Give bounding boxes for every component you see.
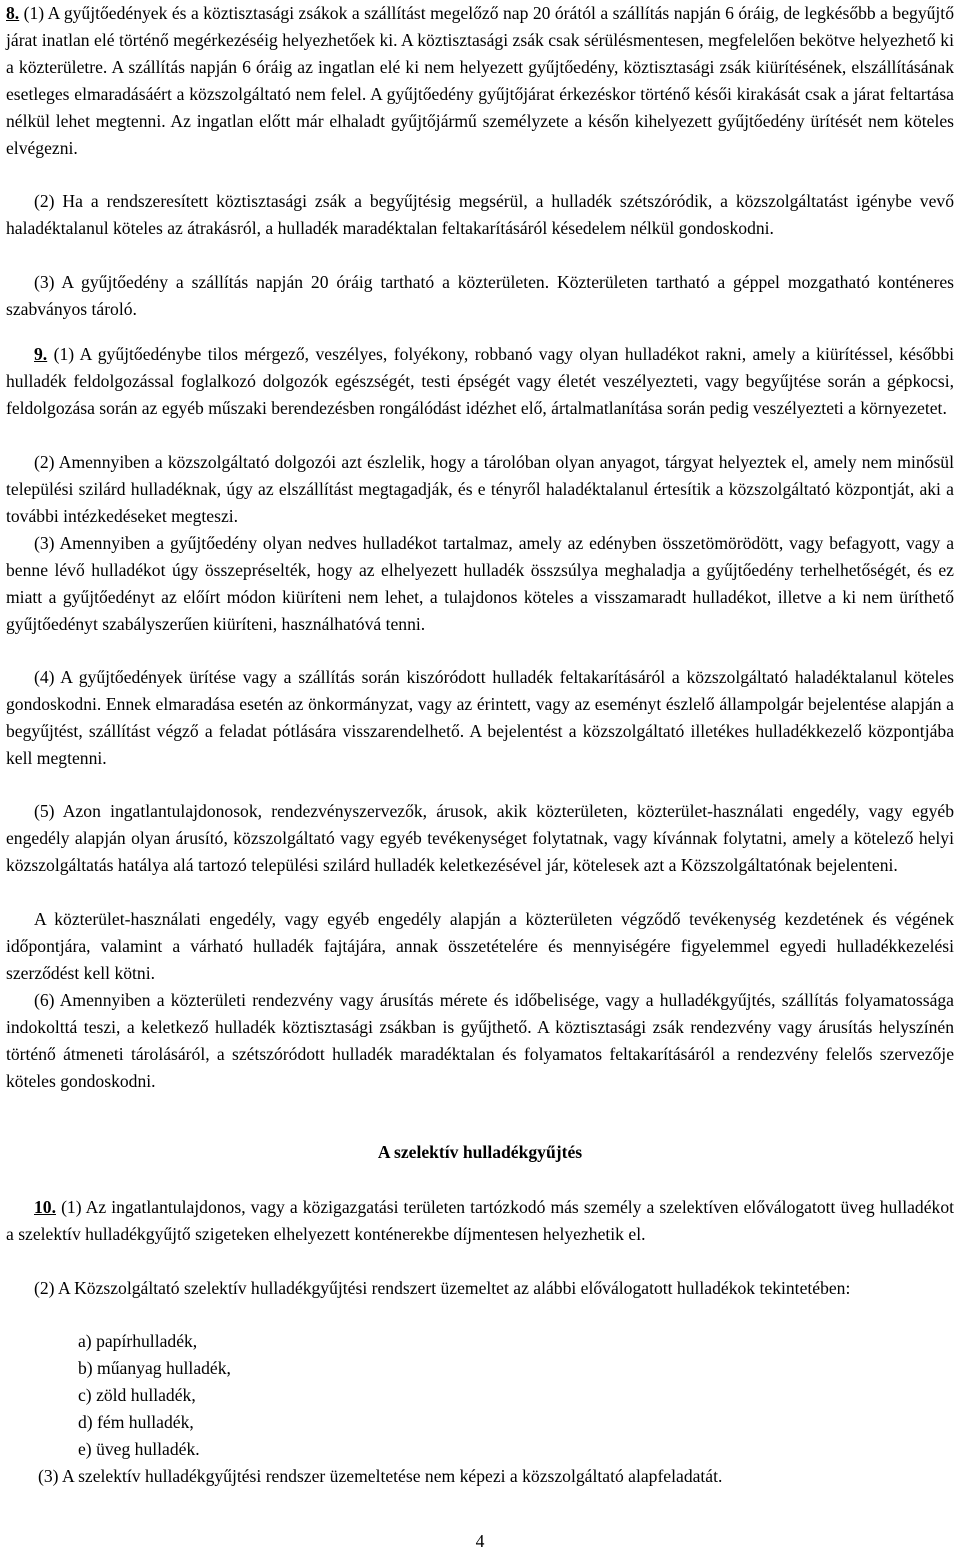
section-10-paragraph-3: (3) A szelektív hulladékgyűjtési rendszer üzemeltetése nem képezi a közszolgáltató alapfeladatát.	[38, 1466, 723, 1486]
section-number: 10.	[34, 1197, 56, 1217]
section-9-paragraph-5: (5) Azon ingatlantulajdonosok, rendezvényszervezők, árusok, akik közterületen, közterület-használati engedély, vagy egyéb engedély alapján olyan árusító, közszolgáltató vagy egyéb tevékenységet folytatnak, vagy kívánnak folytatni, amely a kötelező helyi közszolgáltatás hatálya alá tartozó települési szilárd hulladék keletkezésével jár, kötelesek azt a Közszolgáltatónak bejelenteni.	[6, 801, 954, 875]
section-number: 9.	[34, 344, 48, 364]
list-item: d) fém hulladék,	[78, 1412, 194, 1432]
section-9-paragraph-1: 9. (1) A gyűjtőedénybe tilos mérgező, veszélyes, folyékony, robbanó vagy olyan hulladékot rakni, amely a kiürítéssel, későbbi hulladék feldolgozással foglalkozó dolgozók egészségét, testi épségét vagy életét veszélyezteti, vagy begyűjtése során a gépkocsi, feldolgozása során az egyéb műszaki berendezésben rongálódást idézhet elő, ártalmatlanítása során pedig veszélyezteti a környezetet.	[6, 344, 955, 418]
section-10-paragraph-1: 10. (1) Az ingatlantulajdonos, vagy a közigazgatási területen tartózkodó más személy a szelektíven előválogatott üveg hulladékot a szelektív hulladékgyűjtő szigeteken elhelyezett konténerekbe díjmentesen helyezhetik el.	[6, 1197, 954, 1244]
section-9-paragraph-4: (4) A gyűjtőedények ürítése vagy a szállítás során kiszóródott hulladék feltakarításáról a közszolgáltató haladéktalanul köteles gondoskodni. Ennek elmaradása esetén az önkormányzat, vagy az érintett, vagy az eseményt észlelő állampolgár bejelentése alapján a begyűjtést, szállítást végző a feladat pótlására visszarendelhető. A bejelentést a közszolgáltató illetékes hulladékkezelő központjába kell megtenni.	[6, 667, 954, 768]
page-number: 4	[475, 1531, 485, 1551]
section-9-paragraph-6: (6) Amennyiben a közterületi rendezvény vagy árusítás mérete és időbelisége, vagy a hulladékgyűjtés, szállítás folyamatossága indokolttá teszi, a keletkező hulladék köztisztasági zsákban is gyűjthető. A köztisztasági zsák rendezvény vagy árusítás helyszínén történő átmeneti tárolásáról, a szétszóródott hulladék maradéktalan és folyamatos feltakarításáról a rendezvény felelős szervezője köteles gondoskodni.	[6, 990, 954, 1091]
section-10-paragraph-2: (2) A Közszolgáltató szelektív hulladékgyűjtési rendszert üzemeltet az alábbi előválogatott hulladékok tekintetében:	[34, 1278, 851, 1298]
section-number: 8.	[6, 3, 20, 23]
list-item: a) papírhulladék,	[78, 1331, 198, 1351]
section-8-paragraph-2: (2) Ha a rendszeresített köztisztasági zsák a begyűjtésig megsérül, a hulladék szétszóródik, a közszolgáltatást igénybe vevő haladéktalanul köteles az átrakásról, a hulladék maradéktalan feltakarításáról késedelem nélkül gondoskodni.	[6, 191, 954, 238]
section-9-paragraph-2: (2) Amennyiben a közszolgáltató dolgozói azt észlelik, hogy a tárolóban olyan anyagot, tárgyat helyeztek el, amely nem minősül települési szilárd hulladéknak, úgy az elszállítást megtagadják, és e tényről haladéktalanul értesítik a közszolgáltató központját, aki a további intézkedéseket megteszi.	[6, 452, 954, 526]
list-item: b) műanyag hulladék,	[78, 1358, 231, 1378]
section-8-paragraph-3: (3) A gyűjtőedény a szállítás napján 20 óráig tartható a közterületen. Közterületen tartható a géppel mozgatható konténeres szabványos tároló.	[6, 272, 954, 319]
section-8-paragraph-1: 8. (1) A gyűjtőedények és a köztisztasági zsákok a szállítást megelőző nap 20 órától a szállítás napján 6 óráig, de legkésőbb a begyűjtő járat inatlan elé történő megérkezéséig helyezhetőek ki. A köztisztasági zsák csak sérülésmentesen, megfelelően bekötve helyezhető ki a közterületre. A szállítás napján 6 óráig az ingatlan elé ki nem helyezett gyűjtőedény, köztisztasági zsák kiürítésének, elszállításának esetleges elmaradásáért a közszolgáltató nem felel. A gyűjtőedény gyűjtőjárat érkezéskor történő késői kirakását csak a járat feltartása nélkül lehet megtenni. Az ingatlan előtt már elhaladt gyűjtőjármű személyzete a későn kihelyezett gyűjtőedény ürítését nem köteles elvégezni.	[6, 3, 954, 158]
list-item: e) üveg hulladék.	[78, 1439, 200, 1459]
section-9-paragraph-3: (3) Amennyiben a gyűjtőedény olyan nedves hulladékot tartalmaz, amely az edényben összetömörödött, vagy befagyott, vagy a benne lévő hulladékot úgy összepréselték, hogy az elhelyezett hulladék összsúlya meghaladja a gyűjtőedény terhelhetőségét, és ez miatt a gyűjtőedényt az előírt módon kiüríteni nem lehet, a tulajdonos köteles a visszamaradt hulladékot, illetve a ki nem üríthető gyűjtőedényt szabályszerűen kiüríteni, használhatóvá tenni.	[6, 533, 954, 634]
list-item: c) zöld hulladék,	[78, 1385, 196, 1405]
section-9-paragraph-5b: A közterület-használati engedély, vagy egyéb engedély alapján a közterületen végződő tevékenység kezdetének és végének időpontjára, valamint a várható hulladék fajtájára, annak összetételére és mennyiségére figyelemmel egyedi hulladékkezelési szerződést kell kötni.	[6, 909, 954, 983]
section-heading: A szelektív hulladékgyűjtés	[377, 1142, 583, 1162]
